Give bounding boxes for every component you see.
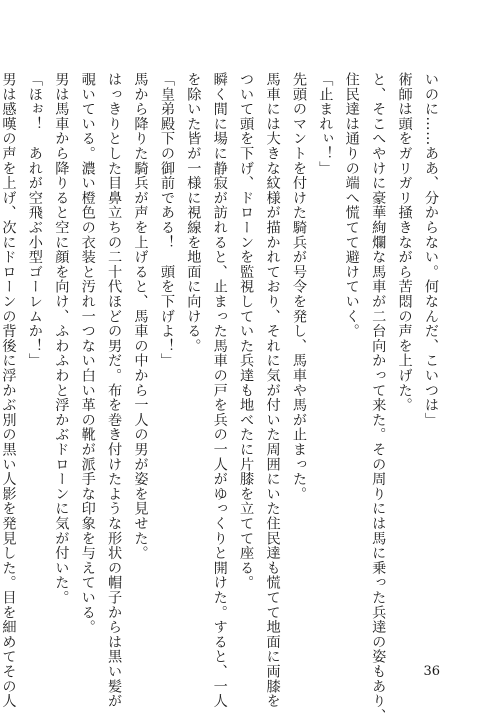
text-line: と、そこへやけに豪華絢爛な馬車が二台向かって来た。その周りには馬に乗った兵達の姿もあり、 — [370, 72, 387, 723]
text-line: 「ほぉ！ あれが空飛ぶ小型ゴーレムか！」 — [26, 72, 43, 368]
text-line: 術師は頭をガリガリ掻きながら苦悶の声を上げた。 — [396, 72, 413, 413]
text-line: 住民達は通りの端へ慌てて避けていく。 — [343, 72, 360, 339]
text-line: 馬車には大きな紋様が描かれており、それに気が付いた周囲にいた住民達も慌てて地面に両膝を — [264, 72, 281, 709]
text-line: 先頭のマントを付けた騎兵が号令を発し、馬車や馬が止まった。 — [290, 72, 307, 502]
text-line: ついて頭を下げ、ドローンを監視していた兵達も地べたに片膝を立てて座る。 — [238, 72, 255, 590]
text-line: を除いた皆が一様に視線を地面に向ける。 — [185, 72, 202, 354]
text-line: 男は感嘆の声を上げ、次にドローンの背後に浮かぶ別の黒い人影を発見した。目を細めてその人 — [0, 72, 17, 709]
text-line: はっきりとした目鼻立ちの二十代ほどの男だ。布を巻き付けたような形状の帽子からは黒い髪が — [106, 72, 123, 709]
text-line: 「皇弟殿下の御前である！ 頭を下げよ！」 — [158, 72, 175, 368]
text-line: 馬から降りた騎兵が声を上げると、馬車の中から一人の男が姿を見せた。 — [132, 72, 149, 561]
text-line: いのに……ああ、分からない。何なんだ、こいつは」 — [423, 72, 439, 428]
text-line: 覗いている。濃い橙色の衣装と汚れ一つない白い革の靴が派手な印象を与えている。 — [79, 72, 96, 635]
text-line: 男は馬車から降りると空に顔を向け、ふわふわと浮かぶドローンに気が付いた。 — [53, 72, 70, 605]
text-line: 「止まれぃ！」 — [317, 72, 334, 176]
text-line: 瞬く間に場に静寂が訪れると、止まった馬車の戸を兵の一人がゆっくりと開けた。すると、一人 — [211, 72, 228, 709]
page-number: 36 — [423, 664, 440, 679]
